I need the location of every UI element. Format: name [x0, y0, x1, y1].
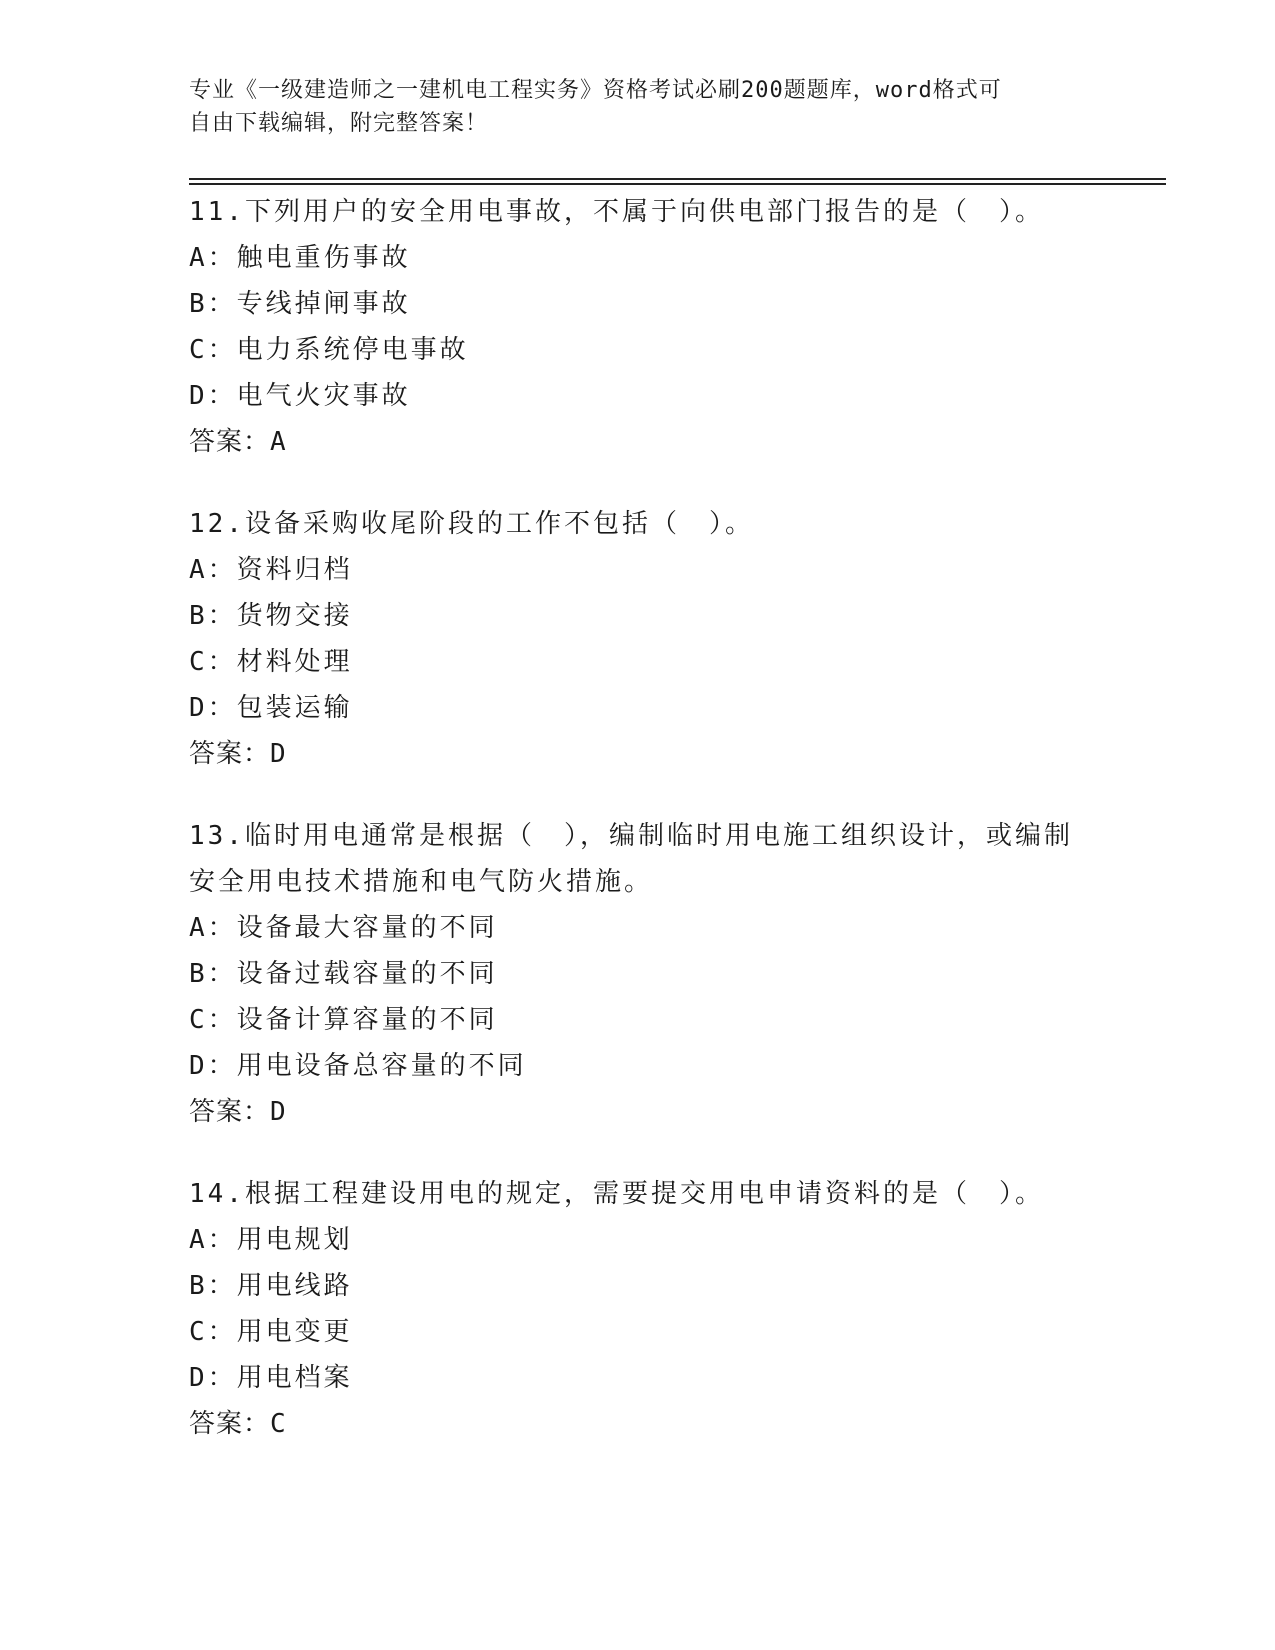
header-divider-top	[189, 178, 1166, 180]
header-divider-bottom	[189, 183, 1166, 185]
answer-label: 答案：	[189, 1409, 271, 1439]
option-a: A：用电规划	[189, 1225, 353, 1255]
option-c: C：设备计算容量的不同	[189, 1005, 498, 1035]
header-line-1: 专业《一级建造师之一建机电工程实务》资格考试必刷200题题库，word格式可	[189, 78, 1002, 103]
question-stem: 14.根据工程建设用电的规定，需要提交用电申请资料的是（ ）。	[189, 1179, 1044, 1209]
header-line-2: 自由下载编辑，附完整答案！	[189, 111, 489, 136]
question-12	[189, 501, 1089, 777]
answer-value: D	[270, 739, 287, 769]
answer-line	[189, 1089, 1089, 1135]
answer-label: 答案：	[189, 1097, 271, 1127]
option-d: D：用电档案	[189, 1363, 353, 1393]
option-a: A：触电重伤事故	[189, 243, 411, 273]
option-b: B：货物交接	[189, 601, 353, 631]
option-b: B：用电线路	[189, 1271, 353, 1301]
answer-label: 答案：	[189, 739, 271, 769]
document-header	[189, 74, 1089, 140]
option-d: D：用电设备总容量的不同	[189, 1051, 527, 1081]
answer-value: A	[270, 427, 287, 457]
answer-label: 答案：	[189, 427, 271, 457]
answer-line	[189, 1401, 1089, 1447]
option-c: C：用电变更	[189, 1317, 353, 1347]
question-stem: 11.下列用户的安全用电事故，不属于向供电部门报告的是（ ）。	[189, 197, 1044, 227]
answer-line	[189, 419, 1089, 465]
question-stem-continued: 安全用电技术措施和电气防火措施。	[189, 867, 654, 897]
option-c: C：材料处理	[189, 647, 353, 677]
answer-line	[189, 731, 1089, 777]
answer-value: C	[270, 1409, 287, 1439]
question-stem: 12.设备采购收尾阶段的工作不包括（ ）。	[189, 509, 754, 539]
option-a: A：资料归档	[189, 555, 353, 585]
question-stem: 13.临时用电通常是根据（ ），编制临时用电施工组织设计，或编制	[189, 821, 1073, 851]
option-d: D：包装运输	[189, 693, 353, 723]
option-b: B：设备过载容量的不同	[189, 959, 498, 989]
answer-value: D	[270, 1097, 287, 1127]
question-list	[189, 189, 1089, 1483]
option-b: B：专线掉闸事故	[189, 289, 411, 319]
option-c: C：电力系统停电事故	[189, 335, 469, 365]
option-d: D：电气火灾事故	[189, 381, 411, 411]
option-a: A：设备最大容量的不同	[189, 913, 498, 943]
question-13	[189, 813, 1089, 1135]
question-14	[189, 1171, 1089, 1447]
question-11	[189, 189, 1089, 465]
